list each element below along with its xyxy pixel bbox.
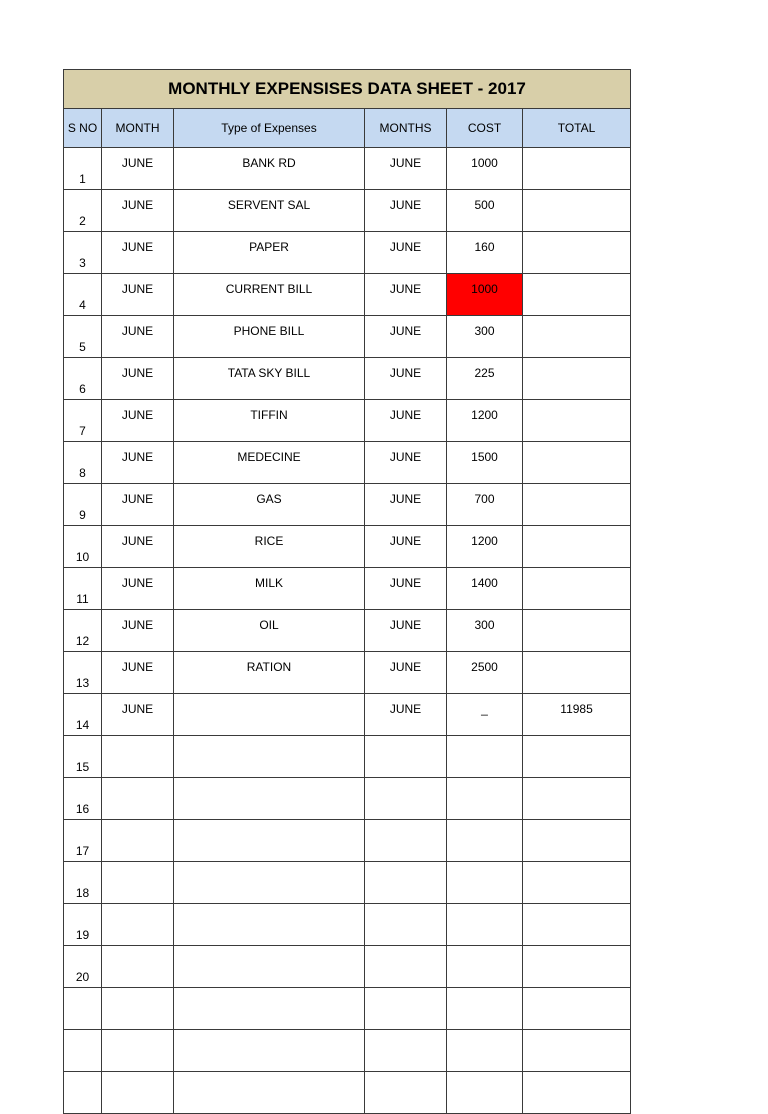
cell-cost[interactable]: 700 [447,484,523,526]
cell-total[interactable] [523,484,631,526]
cell-total[interactable] [523,232,631,274]
cell-sno[interactable] [64,988,102,1030]
cell-cost[interactable] [447,1072,523,1114]
cell-type[interactable]: GAS [174,484,365,526]
cell-total[interactable] [523,442,631,484]
cell-total[interactable] [523,1030,631,1072]
cell-cost[interactable]: 2500 [447,652,523,694]
table-row [64,484,631,526]
cell-months[interactable]: JUNE [365,190,447,232]
header-row [64,109,631,148]
cell-type[interactable] [174,1030,365,1072]
cell-month[interactable] [102,820,174,862]
header-month[interactable]: MONTH [102,109,174,148]
cell-total[interactable] [523,190,631,232]
cell-cost[interactable] [447,778,523,820]
cell-type[interactable] [174,946,365,988]
cell-type[interactable] [174,862,365,904]
cell-months[interactable]: JUNE [365,610,447,652]
cell-month[interactable]: JUNE [102,232,174,274]
cell-total[interactable]: 11985 [523,694,631,736]
cell-sno[interactable]: 15 [64,736,102,778]
cell-sno[interactable]: 3 [64,232,102,274]
cell-month[interactable] [102,1030,174,1072]
cell-month[interactable] [102,946,174,988]
cell-cost[interactable] [447,1030,523,1072]
table-row [64,736,631,778]
cell-month[interactable]: JUNE [102,610,174,652]
cell-total[interactable] [523,820,631,862]
cell-cost[interactable]: 300 [447,610,523,652]
table-row [64,694,631,736]
table-row [64,652,631,694]
sheet-title[interactable]: MONTHLY EXPENSISES DATA SHEET - 2017 [64,70,631,109]
cell-sno[interactable]: 1 [64,148,102,190]
cell-sno[interactable]: 4 [64,274,102,316]
cell-total[interactable] [523,568,631,610]
cell-month[interactable]: JUNE [102,694,174,736]
cell-cost[interactable]: 1200 [447,526,523,568]
table-row [64,148,631,190]
table-row [64,988,631,1030]
cell-months[interactable]: JUNE [365,526,447,568]
header-sno[interactable]: S NO [64,109,102,148]
table-row [64,904,631,946]
cell-sno[interactable]: 7 [64,400,102,442]
cell-sno[interactable] [64,1030,102,1072]
cell-month[interactable]: JUNE [102,484,174,526]
table-row [64,316,631,358]
cell-type[interactable] [174,1072,365,1114]
cell-months[interactable]: JUNE [365,232,447,274]
cell-total[interactable] [523,148,631,190]
cell-cost[interactable] [447,946,523,988]
cell-type[interactable]: MEDECINE [174,442,365,484]
table-row [64,442,631,484]
table-row [64,1030,631,1072]
header-total[interactable]: TOTAL [523,109,631,148]
table-row [64,1072,631,1114]
cell-sno[interactable]: 14 [64,694,102,736]
cell-type[interactable]: BANK RD [174,148,365,190]
cell-type[interactable]: SERVENT SAL [174,190,365,232]
table-row [64,946,631,988]
cell-months[interactable]: JUNE [365,568,447,610]
cell-months[interactable] [365,736,447,778]
cell-type[interactable]: OIL [174,610,365,652]
table-row [64,610,631,652]
cell-months[interactable] [365,820,447,862]
cell-months[interactable] [365,946,447,988]
cell-cost[interactable]: 300 [447,316,523,358]
cell-cost[interactable]: 1000 [447,148,523,190]
cell-total[interactable] [523,316,631,358]
cell-total[interactable] [523,862,631,904]
table-row [64,526,631,568]
cell-months[interactable]: JUNE [365,274,447,316]
cell-type[interactable]: PHONE BILL [174,316,365,358]
table-row [64,820,631,862]
cell-months[interactable]: JUNE [365,316,447,358]
cell-months[interactable] [365,778,447,820]
cell-total[interactable] [523,778,631,820]
cell-cost[interactable]: 1200 [447,400,523,442]
title-row [64,70,631,109]
cell-type[interactable] [174,988,365,1030]
cell-month[interactable] [102,1072,174,1114]
cell-sno[interactable]: 12 [64,610,102,652]
cell-total[interactable] [523,526,631,568]
cell-sno[interactable]: 9 [64,484,102,526]
cell-months[interactable] [365,1030,447,1072]
cell-cost[interactable]: 225 [447,358,523,400]
table-row [64,358,631,400]
cell-type[interactable] [174,736,365,778]
cell-sno[interactable]: 5 [64,316,102,358]
cell-months[interactable]: JUNE [365,358,447,400]
cell-cost[interactable]: _ [447,694,523,736]
cell-type[interactable]: TATA SKY BILL [174,358,365,400]
cell-cost-highlighted[interactable]: 1000 [447,274,523,316]
cell-type[interactable]: TIFFIN [174,400,365,442]
cell-months[interactable]: JUNE [365,484,447,526]
cell-type[interactable]: RATION [174,652,365,694]
cell-sno[interactable]: 2 [64,190,102,232]
cell-months[interactable]: JUNE [365,442,447,484]
cell-type[interactable]: CURRENT BILL [174,274,365,316]
cell-type[interactable]: PAPER [174,232,365,274]
cell-sno[interactable]: 20 [64,946,102,988]
cell-months[interactable] [365,904,447,946]
cell-total[interactable] [523,652,631,694]
cell-cost[interactable] [447,862,523,904]
cell-month[interactable] [102,736,174,778]
cell-type[interactable] [174,904,365,946]
cell-months[interactable]: JUNE [365,652,447,694]
table-row [64,400,631,442]
cell-total[interactable] [523,358,631,400]
cell-type[interactable] [174,820,365,862]
expenses-table [63,69,631,1114]
cell-total[interactable] [523,400,631,442]
cell-months[interactable]: JUNE [365,148,447,190]
cell-cost[interactable]: 500 [447,190,523,232]
cell-cost[interactable] [447,736,523,778]
cell-month[interactable]: JUNE [102,148,174,190]
cell-sno[interactable]: 6 [64,358,102,400]
table-row [64,274,631,316]
cell-month[interactable] [102,988,174,1030]
cell-month[interactable]: JUNE [102,568,174,610]
cell-total[interactable] [523,946,631,988]
header-cost[interactable]: COST [447,109,523,148]
cell-total[interactable] [523,904,631,946]
cell-sno[interactable]: 17 [64,820,102,862]
cell-month[interactable] [102,862,174,904]
cell-month[interactable]: JUNE [102,442,174,484]
cell-type[interactable]: RICE [174,526,365,568]
table-row [64,778,631,820]
cell-month[interactable] [102,778,174,820]
table-row [64,568,631,610]
cell-sno[interactable]: 16 [64,778,102,820]
cell-cost[interactable]: 1500 [447,442,523,484]
cell-month[interactable] [102,904,174,946]
header-months[interactable]: MONTHS [365,109,447,148]
cell-sno[interactable]: 13 [64,652,102,694]
cell-type[interactable] [174,694,365,736]
cell-cost[interactable] [447,820,523,862]
cell-type[interactable]: MILK [174,568,365,610]
header-type-of-expenses[interactable]: Type of Expenses [174,109,365,148]
cell-month[interactable]: JUNE [102,652,174,694]
cell-months[interactable] [365,988,447,1030]
cell-total[interactable] [523,274,631,316]
cell-sno[interactable]: 18 [64,862,102,904]
cell-sno[interactable]: 11 [64,568,102,610]
cell-total[interactable] [523,1072,631,1114]
cell-months[interactable]: JUNE [365,400,447,442]
cell-months[interactable] [365,1072,447,1114]
cell-cost[interactable]: 160 [447,232,523,274]
table-row [64,862,631,904]
table-row [64,232,631,274]
cell-cost[interactable] [447,904,523,946]
cell-month[interactable]: JUNE [102,316,174,358]
cell-cost[interactable] [447,988,523,1030]
cell-total[interactable] [523,988,631,1030]
cell-sno[interactable]: 8 [64,442,102,484]
cell-month[interactable]: JUNE [102,400,174,442]
cell-month[interactable]: JUNE [102,274,174,316]
cell-type[interactable] [174,778,365,820]
cell-month[interactable]: JUNE [102,526,174,568]
cell-sno[interactable] [64,1072,102,1114]
cell-month[interactable]: JUNE [102,190,174,232]
cell-sno[interactable]: 19 [64,904,102,946]
cell-cost[interactable]: 1400 [447,568,523,610]
cell-total[interactable] [523,736,631,778]
cell-months[interactable]: JUNE [365,694,447,736]
cell-sno[interactable]: 10 [64,526,102,568]
cell-months[interactable] [365,862,447,904]
cell-month[interactable]: JUNE [102,358,174,400]
table-row [64,190,631,232]
cell-total[interactable] [523,610,631,652]
